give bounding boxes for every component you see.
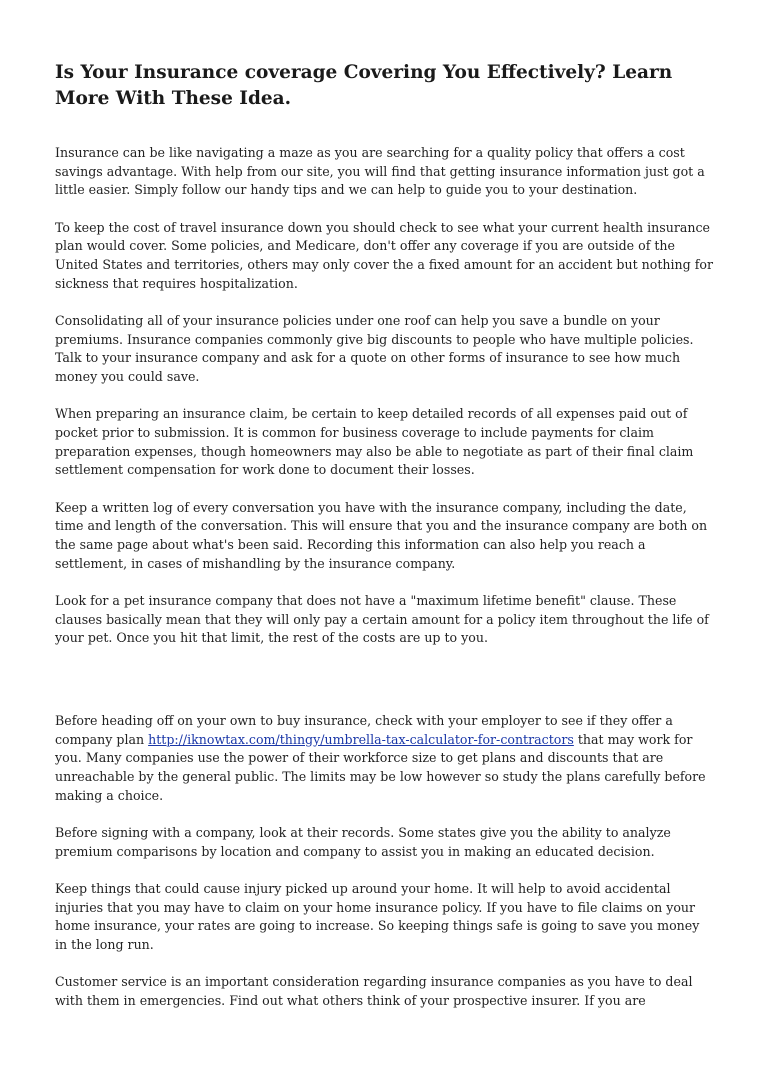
paragraph-insurance-claim: When preparing an insurance claim, be certain to keep detailed records of all expenses paid out of pocket prior to submission. It is common for business coverage to include payments for claim preparation expenses, though homeowners may also be able to negotiate as part of their final claim settlement compensation for work done to document their losses. — [55, 406, 694, 478]
paragraph-customer-service: Customer service is an important consideration regarding insurance companies as you have to deal with them in emergencies. Find out what others think of your prospective insurer. If you are — [55, 974, 693, 1008]
paragraph-travel-insurance: To keep the cost of travel insurance down you should check to see what your current health insurance plan would cover. Some policies, and Medicare, don't offer any coverage if you are outside of the United States and territories, others may only cover the a fixed amount for an accident but nothing for sickness that requires hospitalization. — [55, 219, 713, 291]
calculator-link[interactable]: http://iknowtax.com/thingy/umbrella-tax-calculator-for-contractors — [148, 731, 574, 747]
paragraph-pet-insurance: Look for a pet insurance company that does not have a "maximum lifetime benefit" clause. These clauses basically mean that they will only pay a certain amount for a policy item throughout the life of your pet. Once you hit that limit, the rest of the costs are up to you. — [55, 592, 709, 646]
paragraph-employer-plan — [55, 712, 715, 806]
document-content — [55, 60, 715, 1029]
link-paragraph-before: Before heading off on your own to buy insurance, check with your employer to see if they offer a company plan — [55, 712, 673, 747]
paragraph-consolidating-policies: Consolidating all of your insurance policies under one roof can help you save a bundle on your premiums. Insurance companies commonly give big discounts to people who have multiple policies. Talk to your insurance company and ask for a quote on other forms of insurance to see how much money you could save. — [55, 312, 694, 385]
link-paragraph-after: that may work for you. Many companies use the power of their workforce size to get plans and discounts that are unreachable by the general public. The limits may be low however so study the plans carefully before making a choice. — [55, 731, 706, 803]
paragraph-intro: Insurance can be like navigating a maze as you are searching for a quality policy that offers a cost savings advantage. With help from our site, you will find that getting insurance information just got a little easier. Simply follow our handy tips and we can help to guide you to your destination. — [55, 145, 705, 198]
page-title: Is Your Insurance coverage Covering You Effectively? Learn More With These Idea. — [55, 62, 673, 109]
document-body — [55, 144, 715, 1011]
paragraph-company-records: Before signing with a company, look at their records. Some states give you the ability to analyze premium comparisons by location and company to assist you in making an educated decision. — [55, 824, 671, 859]
paragraph-conversation-log: Keep a written log of every conversation you have with the insurance company, including the date, time and length of the conversation. This will ensure that you and the insurance company are both on the same page about what's been said. Recording this information can also help you reach a settlement, in cases of mishandling by the insurance company. — [55, 499, 708, 571]
paragraph-home-safety: Keep things that could cause injury picked up around your home. It will help to avoid accidental injuries that you may have to claim on your home insurance policy. If you have to file claims on your home insurance, your rates are going to increase. So keeping things safe is going to save you money in the long run. — [55, 880, 700, 952]
